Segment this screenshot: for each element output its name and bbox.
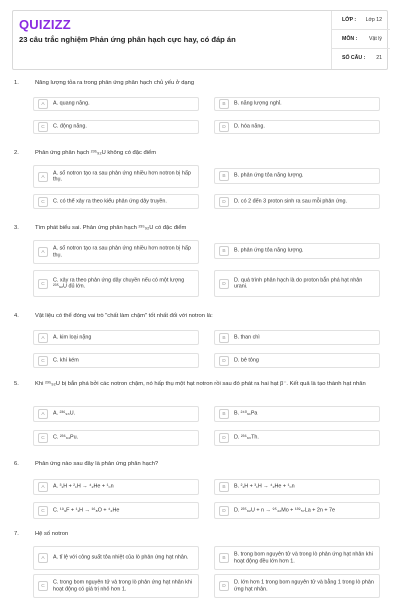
meta-key: SỐ CÂU : [342, 55, 366, 61]
option-letter-badge: A [38, 553, 48, 563]
option-text: B. trong bom nguyên tử và trong lò phản ứng hạt nhân khi hoạt động đều lớn hơn 1. [234, 551, 373, 564]
option-text: A. kim loại nặng [53, 334, 92, 341]
option-text: A. số notron tạo ra sau phản ứng nhiều hơn notron bị hấp thụ. [53, 169, 191, 183]
option-b[interactable] [214, 330, 380, 345]
option-text: C. xảy ra theo phản ứng dây chuyền nếu có một lượng ²³⁵₉₂U đủ lớn. [53, 276, 185, 290]
option-text: C. khí kém [53, 357, 79, 364]
option-text: D. ²³⁵₉₂U + n → ⁹⁵₄₂Mo + ¹³⁹₅₇La + 2n + 7e [234, 507, 336, 514]
meta-value: Lớp 12 [365, 17, 382, 23]
option-letter-badge: B [219, 246, 229, 256]
option-text: D. lớn hơn 1 trong bom nguyên tử và bằng 1 trong lò phản ứng hạt nhân. [234, 579, 374, 592]
question-text: Năng lượng tỏa ra trong phản ứng phân hạch chủ yếu ở dạng [35, 80, 195, 86]
option-letter-badge: B [219, 99, 229, 109]
option-a[interactable] [33, 406, 199, 422]
option-text: D. ²³⁶₉₀Th. [234, 434, 259, 441]
option-text: A. ³₁H + ²₁H → ⁴₂He + ¹₀n [53, 483, 114, 490]
option-text: C. trong bom nguyên tử và trong lò phản ứng hạt nhân khi hoạt động có giá trị nhỏ hơn 1. [53, 579, 193, 592]
option-a[interactable] [33, 165, 199, 188]
meta-row-count [332, 49, 390, 68]
option-letter-badge: D [219, 279, 229, 289]
meta-row-subject [332, 30, 390, 49]
document-title: 23 câu trắc nghiệm Phản ứng phân hạch cực hay, có đáp án [19, 35, 236, 44]
option-text: A. ²³⁶₉₃U. [53, 410, 76, 417]
option-letter-badge: B [219, 333, 229, 343]
option-b[interactable] [214, 406, 380, 422]
option-text: D. quá trình phân hạch là do proton bắn phá hạt nhân urani. [234, 276, 363, 290]
quizizz-logo[interactable]: QUIZIZZ [19, 17, 71, 32]
option-d[interactable] [214, 502, 380, 519]
option-c[interactable] [33, 120, 199, 134]
question-text: Tìm phát biểu sai. Phản ứng phân hạch ²³⁵₉₂U có đặc điểm [35, 225, 187, 231]
question-number: 6. [14, 461, 19, 467]
question-text: Hệ số notron [35, 531, 69, 537]
option-d[interactable] [214, 353, 380, 368]
option-letter-badge: A [38, 247, 48, 257]
option-letter-badge: A [38, 409, 48, 419]
question-number: 5. [14, 381, 19, 387]
option-text: C. có thể xảy ra theo kiểu phản ứng dây truyền. [53, 198, 167, 205]
question-text: Vật liệu có thể đóng vai trò "chất làm chậm" tốt nhất đối với notron là: [35, 313, 213, 319]
option-a[interactable] [33, 240, 199, 264]
option-text: B. phản ứng tỏa năng lượng. [234, 172, 304, 179]
option-letter-badge: C [38, 433, 48, 443]
option-b[interactable] [214, 243, 380, 259]
option-letter-badge: D [219, 356, 229, 366]
option-c[interactable] [33, 574, 199, 598]
option-letter-badge: D [219, 581, 229, 591]
option-text: A. quang năng. [53, 100, 90, 107]
option-b[interactable] [214, 97, 380, 111]
option-letter-badge: D [219, 122, 229, 132]
option-b[interactable] [214, 546, 380, 570]
option-b[interactable] [214, 168, 380, 184]
meta-key: MÔN : [342, 36, 358, 42]
option-text: B. ²⁴⁰₉₁Pa [234, 410, 258, 417]
option-text: B. than chì [234, 334, 260, 341]
option-letter-badge: C [38, 356, 48, 366]
option-d[interactable] [214, 430, 380, 446]
meta-key: LỚP : [342, 17, 357, 23]
option-text: C. ¹⁹₉F + ¹₁H → ¹⁶₈O + ⁴₂He [53, 507, 120, 514]
option-text: B. năng lượng nghỉ. [234, 100, 282, 107]
option-text: D. có 2 đến 3 proton sinh ra sau mỗi phản ứng. [234, 198, 347, 205]
option-letter-badge: C [38, 506, 48, 516]
option-letter-badge: A [38, 333, 48, 343]
option-d[interactable] [214, 120, 380, 134]
question-text: Phản ứng phân hạch ²³⁵₉₂U không có đặc điểm [35, 150, 157, 156]
option-a[interactable] [33, 546, 199, 570]
option-text: D. hóa năng. [234, 123, 265, 130]
option-text: C. động năng. [53, 123, 87, 130]
option-c[interactable] [33, 353, 199, 368]
option-letter-badge: B [219, 171, 229, 181]
option-letter-badge: C [38, 279, 48, 289]
option-text: A. tỉ lệ với công suất tỏa nhiệt của lò phản ứng hạt nhân. [53, 554, 189, 561]
option-d[interactable] [214, 270, 380, 297]
option-text: D. bê tông [234, 357, 259, 364]
option-d[interactable] [214, 574, 380, 598]
question-text: Khi ²³⁵₉₂U bị bắn phá bởi các notron chậm, nó hấp thụ một hạt notron rồi sau đó phát ra hai hạt β⁻. Kết quả là tạo thành hạt nhân [35, 381, 366, 387]
option-b[interactable] [214, 479, 380, 495]
option-c[interactable] [33, 502, 199, 519]
option-letter-badge: C [38, 122, 48, 132]
meta-value: 21 [376, 55, 382, 61]
option-letter-badge: B [219, 553, 229, 563]
option-letter-badge: D [219, 433, 229, 443]
question-number: 7. [14, 531, 19, 537]
question-number: 3. [14, 225, 19, 231]
option-a[interactable] [33, 479, 199, 495]
question-number: 2. [14, 150, 19, 156]
option-d[interactable] [214, 194, 380, 209]
option-letter-badge: B [219, 409, 229, 419]
option-letter-badge: C [38, 197, 48, 207]
option-text: C. ²³⁶₉₄Pu. [53, 434, 79, 441]
question-number: 1. [14, 80, 19, 86]
option-a[interactable] [33, 330, 199, 345]
meta-value: Vật lý [369, 36, 382, 42]
option-letter-badge: C [38, 581, 48, 591]
meta-table [331, 11, 389, 69]
option-text: A. số notron tạo ra sau phản ứng nhiều hơn notron bị hấp thụ. [53, 245, 191, 258]
option-text: B. ²₁H + ³₁H → ⁴₂He + ¹₀n [234, 483, 295, 490]
option-c[interactable] [33, 270, 199, 297]
option-letter-badge: A [38, 99, 48, 109]
option-c[interactable] [33, 430, 199, 446]
option-letter-badge: A [38, 172, 48, 182]
meta-row-class [332, 11, 390, 30]
document-header [12, 10, 388, 70]
option-text: B. phản ứng tỏa năng lượng. [234, 247, 304, 254]
option-letter-badge: B [219, 482, 229, 492]
option-c[interactable] [33, 194, 199, 209]
option-a[interactable] [33, 97, 199, 111]
question-number: 4. [14, 313, 19, 319]
option-letter-badge: A [38, 482, 48, 492]
option-letter-badge: D [219, 197, 229, 207]
option-letter-badge: D [219, 506, 229, 516]
question-text: Phản ứng nào sau đây là phản ứng phân hạch? [35, 461, 159, 467]
